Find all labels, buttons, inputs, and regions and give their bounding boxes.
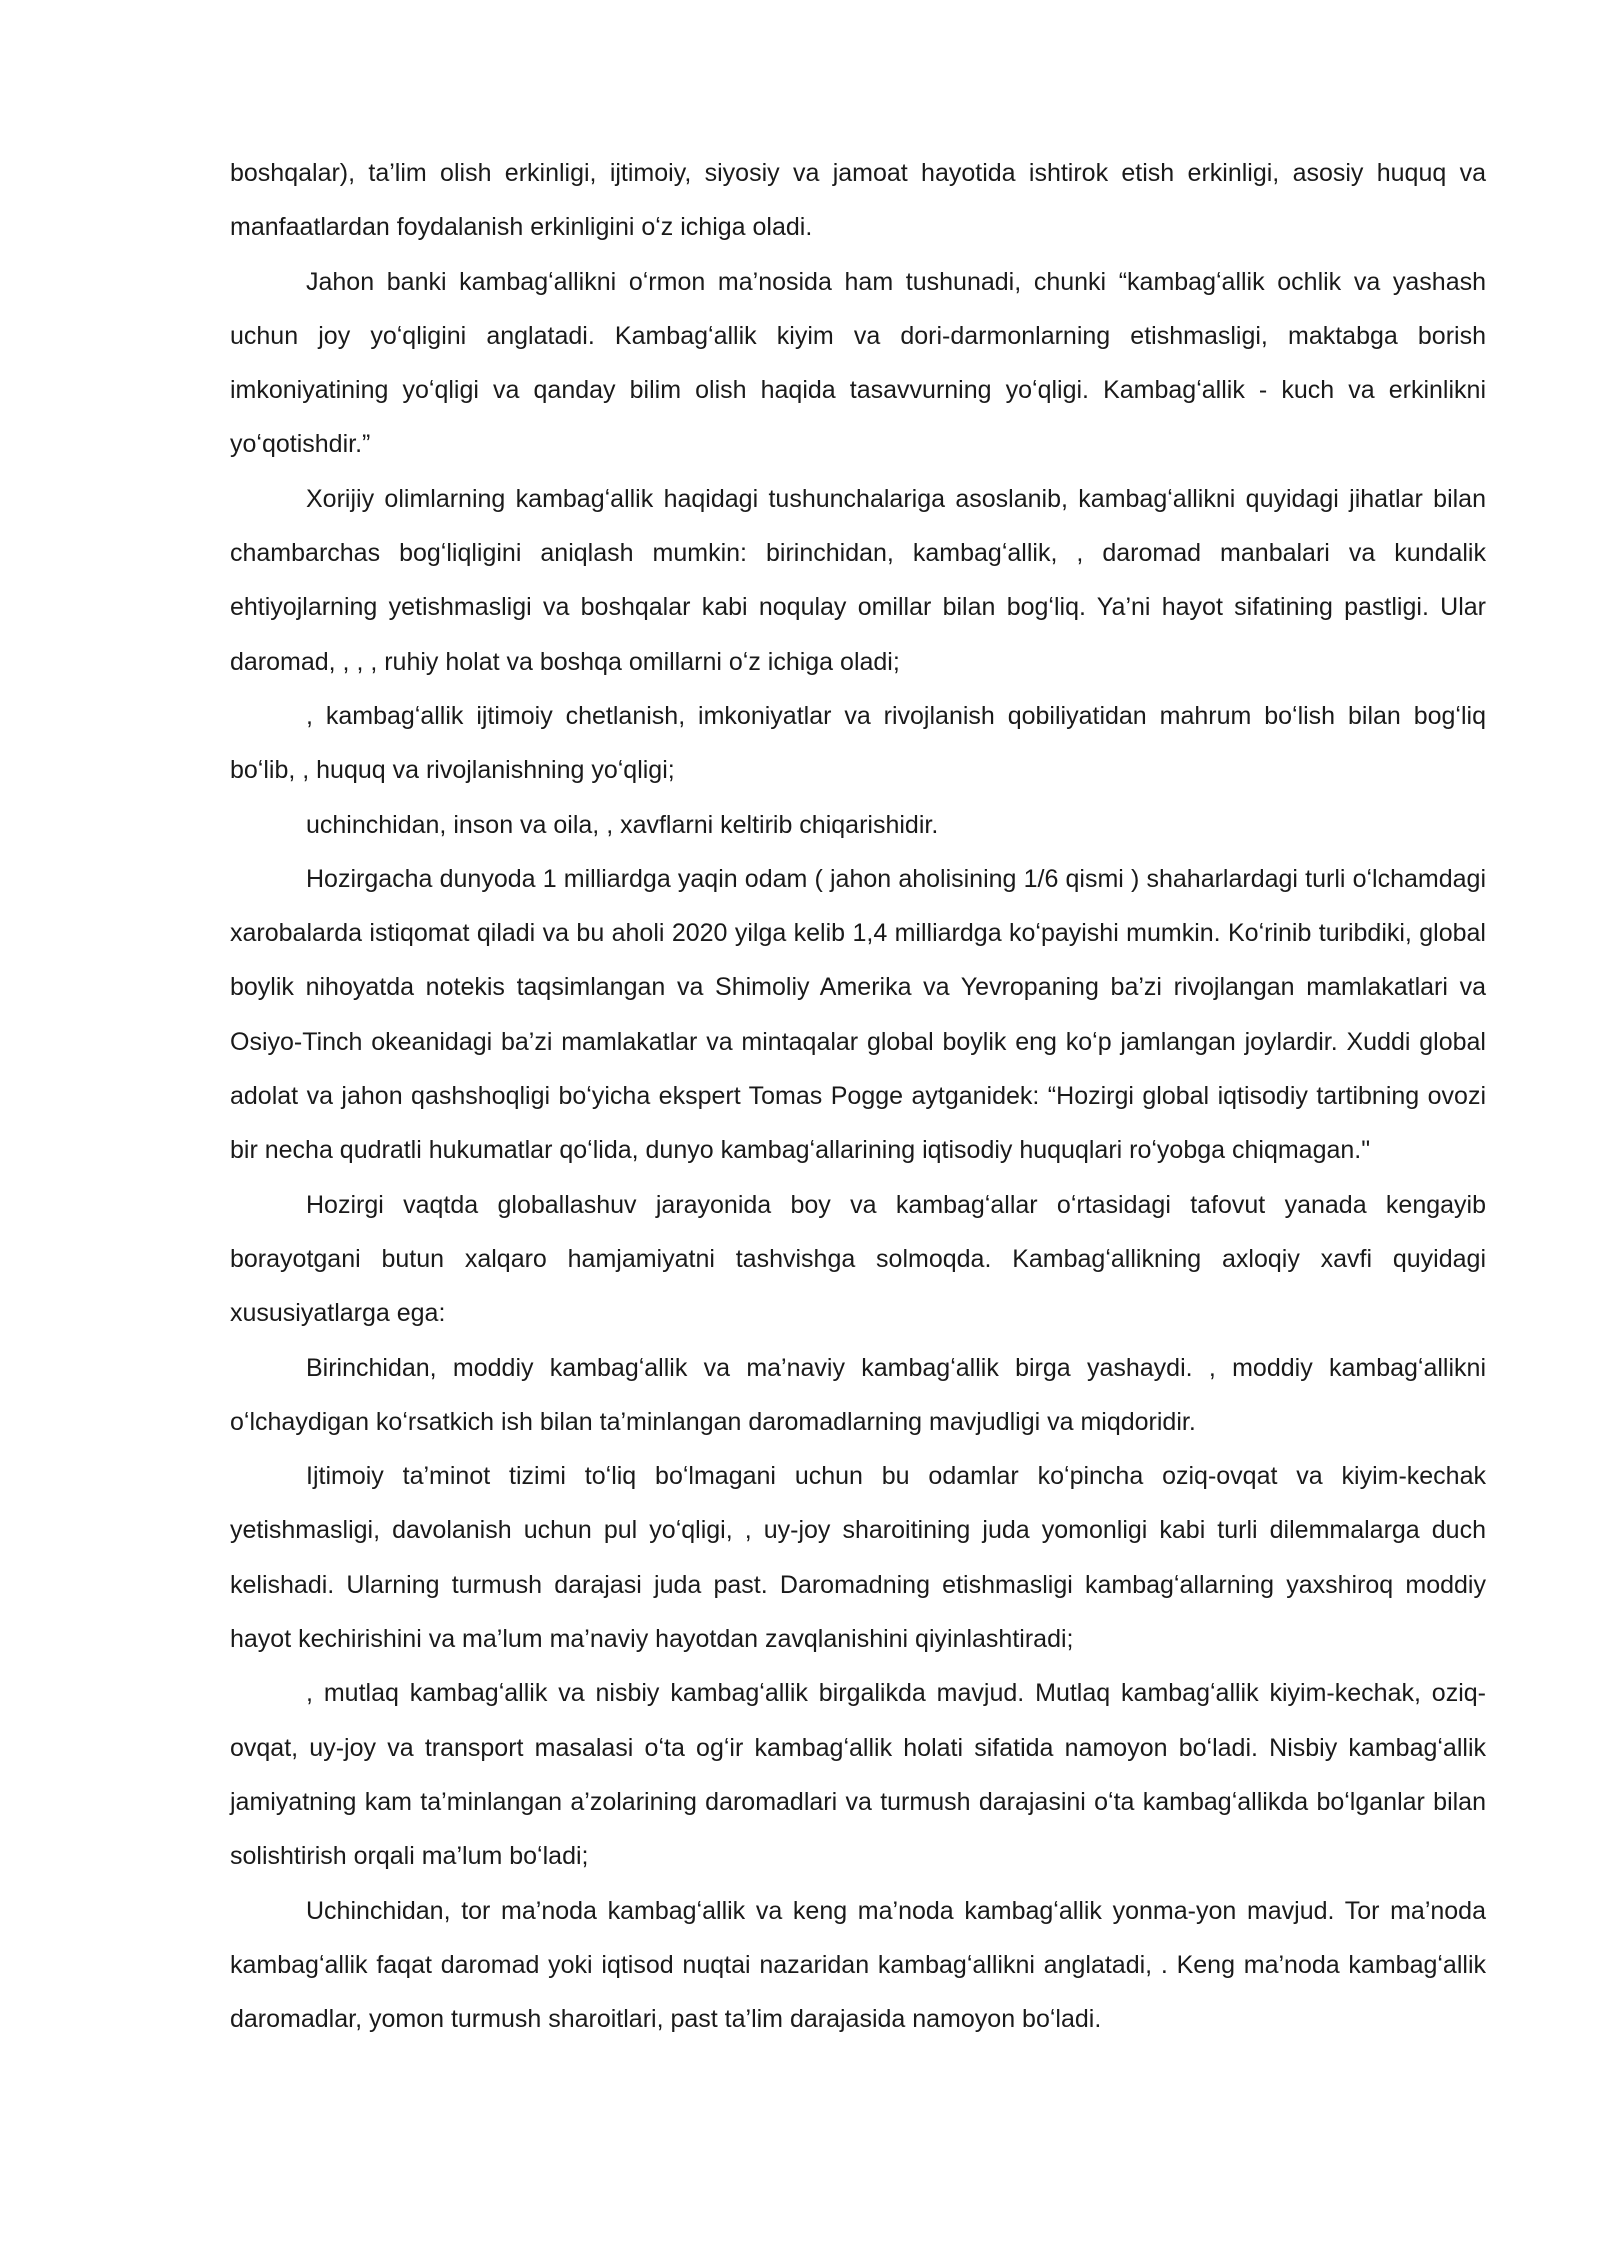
document-body bbox=[230, 146, 1486, 2046]
paragraph: , mutlaq kambagʻallik va nisbiy kambagʻallik birgalikda mavjud. Mutlaq kambagʻallik kiyim-kechak, oziq-ovqat, uy-joy va transport masalasi oʻta ogʻir kambagʻallik holati sifatida namoyon boʻladi. Nisbiy kambagʻallik jamiyatning kam ta’minlangan a’zolarining daromadlari va turmush darajasini oʻta kambagʻallikda boʻlganlar bilan solishtirish orqali ma’lum boʻladi; bbox=[230, 1679, 1486, 1871]
paragraph: uchinchidan, inson va oila, , xavflarni keltirib chiqarishidir. bbox=[306, 810, 939, 839]
paragraph: Uchinchidan, tor ma’noda kambagʻallik va keng ma’noda kambagʻallik yonma-yon mavjud. Tor ma’noda kambagʻallik faqat daromad yoki iqtisod nuqtai nazaridan kambagʻallikni anglatadi, . Keng ma’noda kambagʻallik daromadlar, yomon turmush sharoitlari, past ta’lim darajasida namoyon boʻladi. bbox=[230, 1896, 1486, 2034]
paragraph: boshqalar), ta’lim olish erkinligi, ijtimoiy, siyosiy va jamoat hayotida ishtirok etish erkinligi, asosiy huquq va manfaatlardan foydalanish erkinligini oʻz ichiga oladi. bbox=[230, 159, 1486, 242]
paragraph: Ijtimoiy ta’minot tizimi toʻliq boʻlmagani uchun bu odamlar koʻpincha oziq-ovqat va kiyim-kechak yetishmasligi, davolanish uchun pul yoʻqligi, , uy-joy sharoitining juda yomonligi kabi turli dilemmalarga duch kelishadi. Ularning turmush darajasi juda past. Daromadning etishmasligi kambagʻallarning yaxshiroq moddiy hayot kechirishini va ma’lum ma’naviy hayotdan zavqlanishini qiyinlashtiradi; bbox=[230, 1462, 1486, 1654]
paragraph: Birinchidan, moddiy kambagʻallik va ma’naviy kambagʻallik birga yashaydi. , moddiy kambagʻallikni oʻlchaydigan koʻrsatkich ish bilan ta’minlangan daromadlarning mavjudligi va miqdoridir. bbox=[230, 1353, 1486, 1436]
paragraph: Xorijiy olimlarning kambagʻallik haqidagi tushunchalariga asoslanib, kambagʻallikni quyidagi jihatlar bilan chambarchas bogʻliqligini aniqlash mumkin: birinchidan, kambagʻallik, , daromad manbalari va kundalik ehtiyojlarning yetishmasligi va boshqalar kabi noqulay omillar bilan bogʻliq. Ya’ni hayot sifatining pastligi. Ular daromad, , , , ruhiy holat va boshqa omillarni oʻz ichiga oladi; bbox=[230, 484, 1486, 676]
paragraph: Hozirgi vaqtda globallashuv jarayonida boy va kambagʻallar oʻrtasidagi tafovut yanada kengayib borayotgani butun xalqaro hamjamiyatni tashvishga solmoqda. Kambagʻallikning axloqiy xavfi quyidagi xususiyatlarga ega: bbox=[230, 1190, 1486, 1328]
paragraph: , kambagʻallik ijtimoiy chetlanish, imkoniyatlar va rivojlanish qobiliyatidan mahrum boʻlish bilan bogʻliq boʻlib, , huquq va rivojlanishning yoʻqligi; bbox=[230, 701, 1486, 785]
paragraph: Hozirgacha dunyoda 1 milliardga yaqin odam ( jahon aholisining 1/6 qismi ) shaharlardagi turli oʻlchamdagi xarobalarda istiqomat qiladi va bu aholi 2020 yilga kelib 1,4 milliardga koʻpayishi mumkin. Koʻrinib turibdiki, global boylik nihoyatda notekis taqsimlangan va Shimoliy Amerika va Yevropaning ba’zi rivojlangan mamlakatlari va Osiyo-Tinch okeanidagi ba’zi mamlakatlar va mintaqalar global boylik eng koʻp jamlangan joylardir. Xuddi global adolat va jahon qashshoqligi boʻyicha ekspert Tomas Pogge aytganidek: “Hozirgi global iqtisodiy tartibning ovozi bir necha qudratli hukumatlar qoʻlida, dunyo kambagʻallarining iqtisodiy huquqlari roʻyobga chiqmagan." bbox=[230, 864, 1486, 1165]
paragraph: Jahon banki kambagʻallikni oʻrmon ma’nosida ham tushunadi, chunki “kambagʻallik ochlik va yashash uchun joy yoʻqligini anglatadi. Kambagʻallik kiyim va dori-darmonlarning etishmasligi, maktabga borish imkoniyatining yoʻqligi va qanday bilim olish haqida tasavvurning yoʻqligi. Kambagʻallik - kuch va erkinlikni yoʻqotishdir.” bbox=[230, 267, 1486, 459]
